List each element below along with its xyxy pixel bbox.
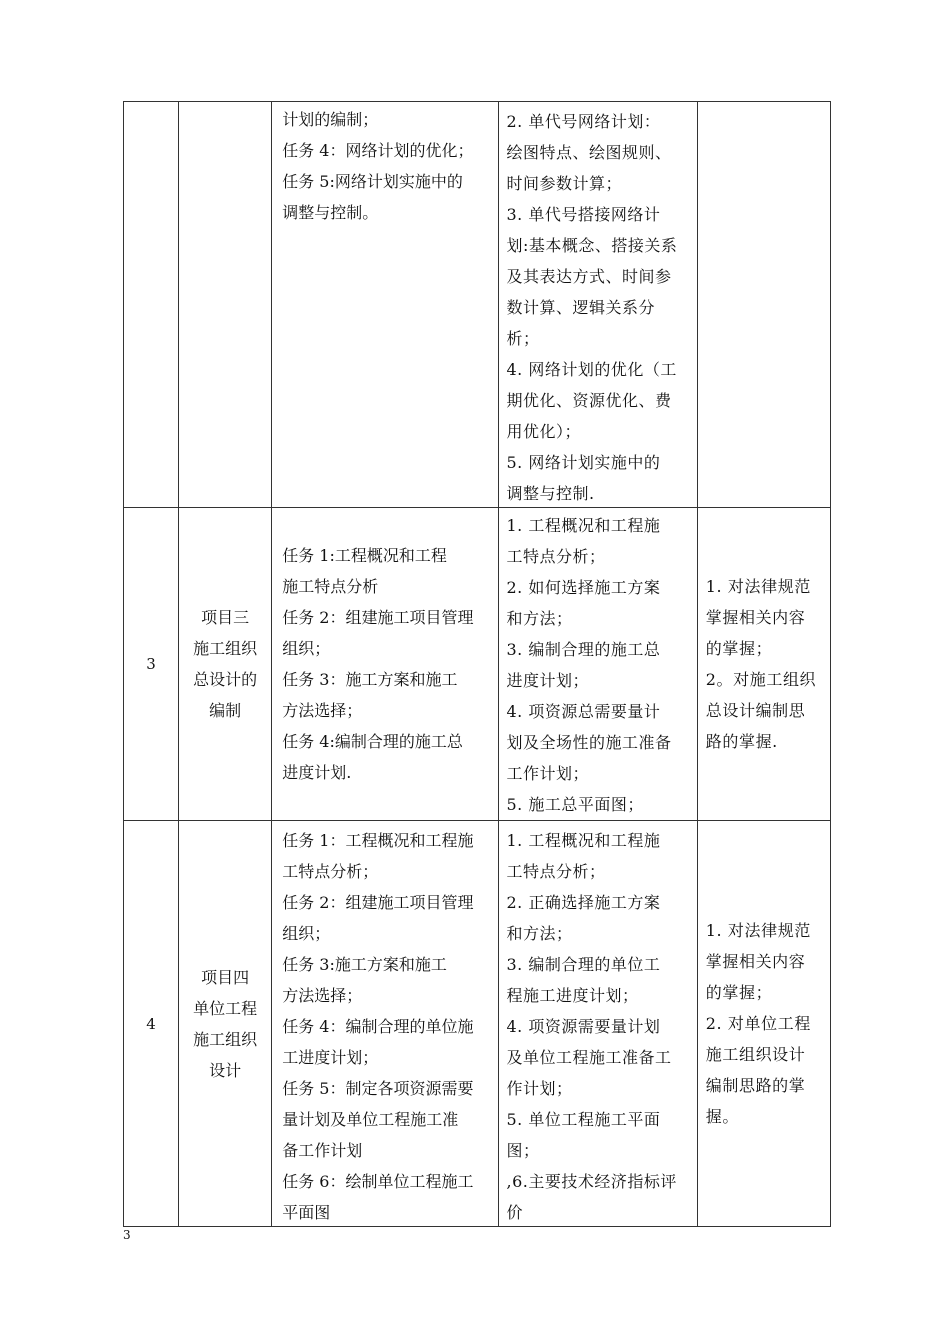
- task-line: 任务 3:施工方案和施工: [282, 955, 447, 974]
- content-line: 2. 单代号网络计划：: [506, 112, 661, 131]
- task-line: 计划的编制；: [282, 110, 379, 129]
- goals-cell: [697, 102, 830, 508]
- row-number-cell: [124, 102, 179, 508]
- content-line: 及单位工程施工准备工: [506, 1048, 672, 1067]
- row-number: 4: [146, 1014, 156, 1033]
- task-line: 任务 5：制定各项资源需要: [282, 1079, 474, 1098]
- task-line: 进度计划.: [282, 763, 352, 782]
- task-line: 任务 2：组建施工项目管理: [282, 893, 474, 912]
- row-number: 3: [146, 655, 156, 673]
- task-line: 工特点分析；: [282, 862, 379, 881]
- content-line: 期优化、资源优化、费: [506, 391, 672, 410]
- goal-line: 的掌握；: [705, 639, 773, 658]
- project-title-line: 项目三: [201, 608, 250, 627]
- content-line: 1. 工程概况和工程施: [506, 516, 661, 535]
- goal-line: 施工组织设计: [705, 1045, 806, 1064]
- content-cell: [498, 102, 697, 508]
- goal-line: 掌握相关内容: [705, 608, 806, 627]
- content-line: 调整与控制.: [506, 484, 595, 503]
- goal-line: 掌握相关内容: [705, 952, 806, 971]
- task-line: 任务 2：组建施工项目管理: [282, 608, 474, 627]
- row-number-cell: [124, 821, 179, 1227]
- content-line: 和方法；: [506, 924, 573, 943]
- project-title-line: 编制: [209, 701, 242, 720]
- content-line: 及其表达方式、时间参: [506, 267, 672, 286]
- goal-line: 握。: [705, 1107, 739, 1126]
- content-line: 4. 网络计划的优化（工: [506, 360, 677, 379]
- table-row: [124, 821, 831, 1227]
- content-line: 5. 施工总平面图；: [506, 795, 644, 814]
- goal-line: 1. 对法律规范: [705, 921, 811, 940]
- goal-line: 编制思路的掌: [705, 1076, 806, 1095]
- content-line: 绘图特点、绘图规则、: [506, 143, 672, 162]
- content-line: 划及全场性的施工准备: [506, 733, 672, 752]
- content-line: 图；: [506, 1141, 540, 1160]
- task-line: 组织；: [282, 639, 331, 658]
- project-title-line: 单位工程: [193, 998, 258, 1018]
- table-row: [124, 102, 831, 508]
- task-line: 平面图: [282, 1203, 331, 1222]
- goal-line: 2. 对单位工程: [705, 1014, 811, 1033]
- content-line: 和方法；: [506, 609, 573, 628]
- content-line: 2. 正确选择施工方案: [506, 893, 661, 912]
- goal-line: 2。对施工组织: [705, 670, 817, 689]
- task-line: 任务 1:工程概况和工程: [282, 546, 447, 565]
- content-line: 进度计划；: [506, 671, 590, 690]
- content-line: 价: [506, 1203, 524, 1222]
- goals-cell: [697, 508, 830, 821]
- task-line: 任务 4：编制合理的单位施: [282, 1017, 474, 1036]
- content-line: ,6.主要技术经济指标评: [506, 1172, 677, 1191]
- task-line: 任务 6：绘制单位工程施工: [282, 1172, 474, 1191]
- content-line: 5. 网络计划实施中的: [506, 453, 661, 472]
- goal-line: 1. 对法律规范: [705, 577, 811, 596]
- content-line: 1. 工程概况和工程施: [506, 831, 661, 850]
- row-number-cell: [124, 508, 179, 821]
- task-line: 方法选择；: [282, 986, 363, 1005]
- content-line: 时间参数计算；: [506, 174, 623, 193]
- content-line: 4. 项资源总需要量计: [506, 702, 661, 721]
- content-line: 程施工进度计划；: [506, 986, 639, 1005]
- content-line: 作计划；: [506, 1079, 573, 1098]
- task-line: 任务 5:网络计划实施中的: [282, 172, 463, 191]
- task-line: 组织；: [282, 924, 331, 943]
- content-cell: [498, 508, 697, 821]
- content-line: 划:基本概念、搭接关系: [506, 236, 678, 255]
- content-line: 3. 编制合理的单位工: [506, 955, 661, 974]
- content-line: 用优化）；: [506, 422, 582, 441]
- content-line: 3. 单代号搭接网络计: [506, 205, 661, 224]
- project-title-line: 设计: [209, 1060, 242, 1080]
- task-line: 量计划及单位工程施工准: [282, 1110, 459, 1129]
- task-line: 施工特点分析: [282, 577, 379, 596]
- project-title-line: 总设计的: [193, 670, 258, 689]
- goals-cell: [697, 821, 830, 1227]
- table-row: [124, 508, 831, 821]
- project-title-line: 项目四: [201, 967, 250, 987]
- tasks-cell: [272, 821, 498, 1227]
- content-cell: [498, 821, 697, 1227]
- project-title-line: 施工组织: [193, 639, 258, 658]
- project-cell: [179, 102, 272, 508]
- task-line: 备工作计划: [282, 1141, 363, 1160]
- goal-line: 路的掌握.: [705, 732, 778, 751]
- content-line: 2. 如何选择施工方案: [506, 578, 661, 597]
- content-line: 析；: [506, 329, 540, 348]
- content-line: 工作计划；: [506, 764, 590, 783]
- task-line: 任务 1：工程概况和工程施: [282, 831, 474, 850]
- task-line: 方法选择；: [282, 701, 363, 720]
- project-cell: [179, 508, 272, 821]
- page-number: 3: [123, 1228, 131, 1242]
- content-line: 数计算、逻辑关系分: [506, 298, 656, 317]
- content-line: 3. 编制合理的施工总: [506, 640, 661, 659]
- course-table: [123, 101, 831, 1227]
- task-line: 调整与控制。: [282, 203, 379, 222]
- tasks-cell: [272, 508, 498, 821]
- task-line: 任务 3：施工方案和施工: [282, 670, 458, 689]
- task-line: 工进度计划；: [282, 1048, 379, 1067]
- project-cell: [179, 821, 272, 1227]
- content-line: 工特点分析；: [506, 547, 606, 566]
- content-line: 工特点分析；: [506, 862, 606, 881]
- goal-line: 的掌握；: [705, 983, 773, 1002]
- content-line: 4. 项资源需要量计划: [506, 1017, 661, 1036]
- project-title-line: 施工组织: [193, 1029, 258, 1049]
- task-line: 任务 4:编制合理的施工总: [282, 732, 463, 751]
- task-line: 任务 4：网络计划的优化；: [282, 141, 474, 160]
- content-line: 5. 单位工程施工平面: [506, 1110, 661, 1129]
- tasks-cell: [272, 102, 498, 508]
- goal-line: 总设计编制思: [705, 701, 806, 720]
